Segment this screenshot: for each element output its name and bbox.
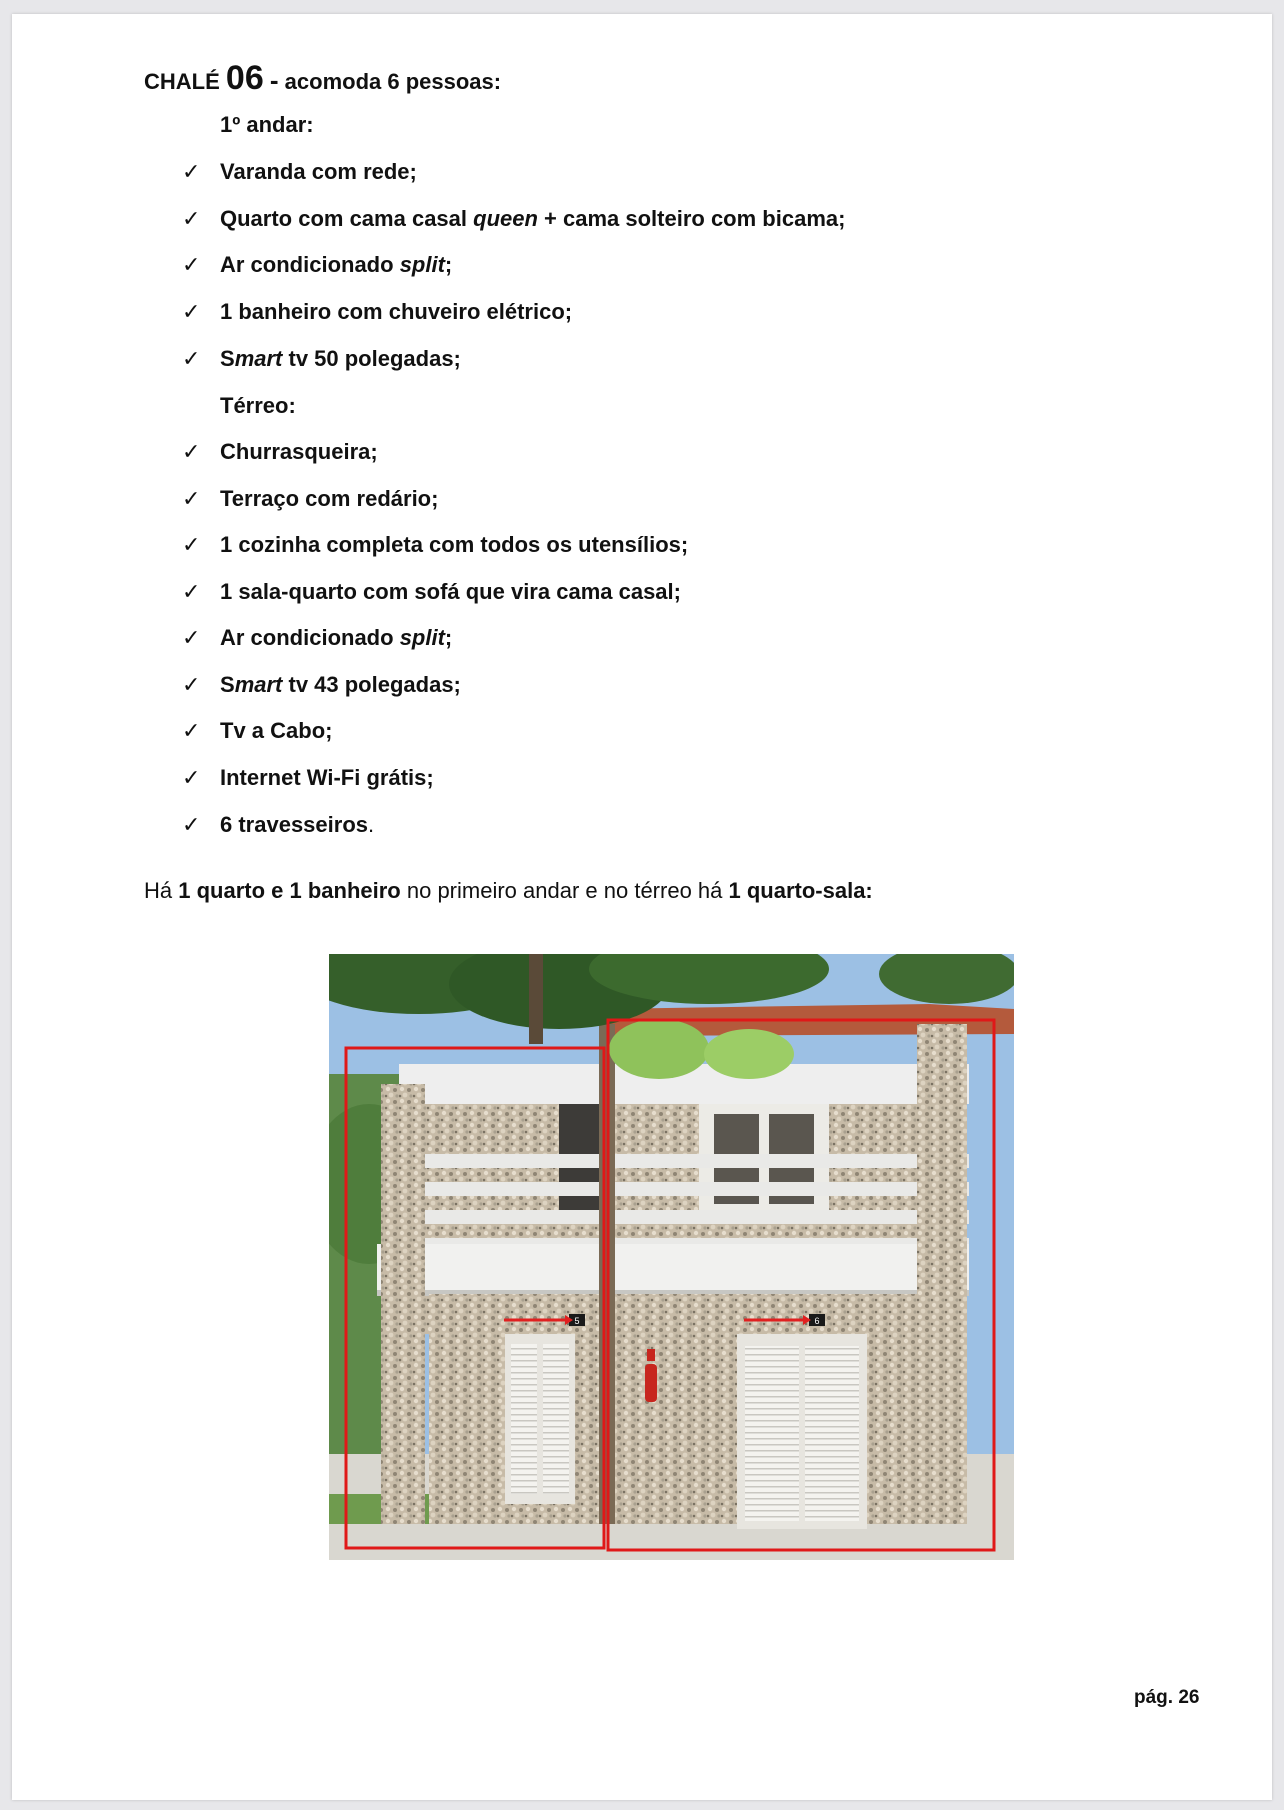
check-icon: ✓: [182, 252, 201, 277]
check-icon: ✓: [182, 299, 201, 324]
door-number-right: 6: [814, 1316, 820, 1326]
document-page: [12, 14, 1272, 1800]
list-item-text: Smart tv 50 polegadas;: [220, 346, 461, 371]
right-pillar: [917, 1024, 967, 1524]
check-icon: ✓: [182, 346, 201, 371]
page-number: pág. 26: [1134, 1687, 1200, 1708]
door-number-left: 5: [574, 1316, 580, 1326]
left-pillar: [381, 1084, 425, 1524]
summary-paragraph: Há 1 quarto e 1 banheiro no primeiro andar e no térreo há 1 quarto-sala:: [144, 878, 873, 903]
list-item-text: Ar condicionado split;: [220, 252, 453, 277]
title-prefix: CHALÉ: [144, 69, 220, 94]
check-icon: ✓: [182, 625, 201, 650]
list-item-text: Quarto com cama casal queen + cama solteiro com bicama;: [220, 206, 846, 231]
list-item-text: Internet Wi-Fi grátis;: [220, 765, 434, 790]
list-item-text: Smart tv 43 polegadas;: [220, 672, 461, 697]
list-item-text: 1 banheiro com chuveiro elétrico;: [220, 299, 573, 324]
list-item-text: 1 sala-quarto com sofá que vira cama casal;: [220, 579, 681, 604]
check-icon: ✓: [182, 486, 201, 511]
title-dash: -: [269, 65, 279, 95]
list-item-text: Ar condicionado split;: [220, 625, 453, 650]
list-item-text: 1 cozinha completa com todos os utensílios;: [220, 532, 689, 557]
check-icon: ✓: [182, 532, 201, 557]
list-item-text: Varanda com rede;: [220, 159, 417, 184]
list-item-text: Tv a Cabo;: [220, 718, 333, 743]
list-item-text: Churrasqueira;: [220, 439, 378, 464]
list-item-text: Terraço com redário;: [220, 486, 439, 511]
check-icon: ✓: [182, 812, 201, 837]
check-icon: ✓: [182, 159, 201, 184]
check-icon: ✓: [182, 206, 201, 231]
check-icon: ✓: [182, 439, 201, 464]
title-description: acomoda 6 pessoas:: [284, 69, 502, 94]
section-heading-ground-floor: Térreo:: [220, 393, 296, 418]
check-icon: ✓: [182, 579, 201, 604]
title-number: 06: [225, 59, 264, 97]
fire-extinguisher: [645, 1364, 657, 1402]
page-title: [144, 58, 501, 102]
section-heading-first-floor: 1º andar:: [220, 112, 314, 137]
check-icon: ✓: [182, 765, 201, 790]
check-icon: ✓: [182, 718, 201, 743]
chalet-photo: [329, 954, 1014, 1560]
check-icon: ✓: [182, 672, 201, 697]
list-item-text: 6 travesseiros.: [220, 812, 375, 837]
